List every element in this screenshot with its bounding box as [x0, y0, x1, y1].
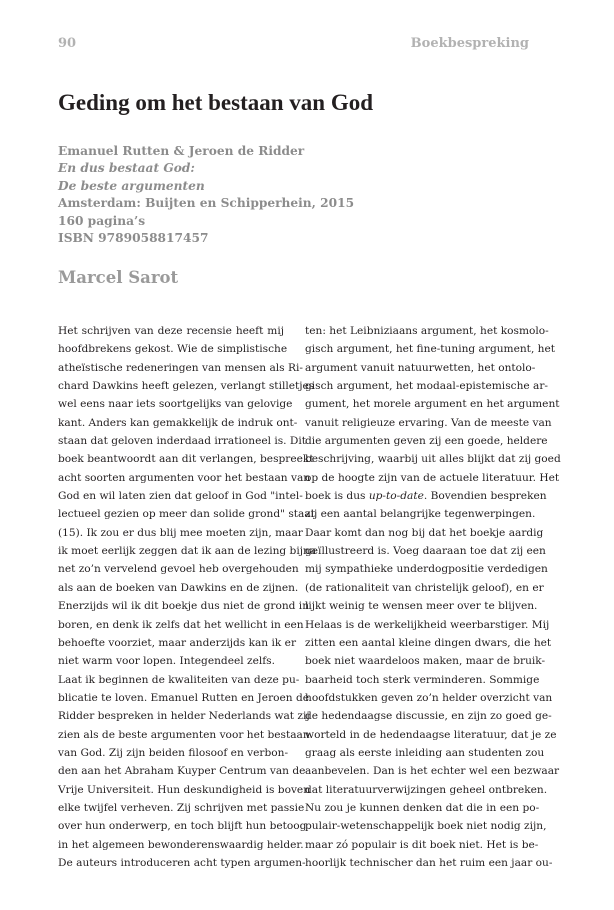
body-line: (de rationaliteit van christelijk geloof), en er	[305, 581, 544, 594]
body-line: staan dat geloven inderdaad irrationeel is. Dit	[58, 435, 307, 448]
body-line: net zo’n vervelend gevoel heb overgehouden	[58, 563, 299, 576]
book-pages: 160 pagina’s	[58, 213, 146, 228]
body-line: gument, het morele argument en het argument	[305, 398, 560, 411]
body-line: Het schrijven van deze recensie heeft mij	[58, 325, 284, 337]
body-line: op de hoogte zijn van de actuele literatuur. Het	[305, 471, 560, 484]
body-line: Vrije Universiteit. Hun deskundigheid is boven	[58, 783, 311, 796]
body-line: beschrijving, waarbij uit alles blijkt dat zij goed	[305, 453, 561, 466]
body-line: die argumenten geven zij een goede, heldere	[305, 435, 548, 448]
body-line: boek beantwoordt aan dit verlangen, bespreekt	[58, 453, 314, 466]
body-line: niet warm voor lopen. Integendeel zelfs.	[58, 655, 275, 668]
book-title-line-1: En dus bestaat God:	[58, 161, 195, 176]
body-line: in het algemeen bewonderenswaardig helder.	[58, 838, 304, 851]
body-line: de hedendaagse discussie, en zijn zo goed ge-	[305, 710, 552, 723]
body-line: argument vanuit natuurwetten, het ontolo-	[305, 361, 536, 374]
body-line: acht soorten argumenten voor het bestaan van	[58, 471, 311, 484]
running-head	[58, 36, 529, 51]
body-line: vanuit religieuze ervaring. Van de meeste van	[305, 416, 552, 429]
body-text: . Bovendien bespreken	[423, 490, 547, 503]
body-line: baarheid toch sterk verminderen. Sommige	[305, 673, 540, 686]
body-line: De auteurs introduceren acht typen argumen-	[58, 856, 306, 869]
article-title: Geding om het bestaan van God	[58, 90, 374, 115]
body-line: aanbevelen. Dan is het echter wel een bezwaar	[305, 765, 560, 778]
body-line: ik moet eerlijk zeggen dat ik aan de lezing bijna	[58, 545, 317, 558]
reviewer-name: Marcel Sarot	[58, 268, 179, 287]
body-line: over hun onderwerp, en toch blijft hun betoog	[58, 820, 307, 833]
body-line: pulair-wetenschappelijk boek niet nodig zijn,	[305, 820, 547, 833]
body-line: als aan de boeken van Dawkins en de zijnen.	[58, 581, 299, 594]
body-line: gisch argument, het fine-tuning argument, het	[305, 343, 556, 356]
body-line: graag als eerste inleiding aan studenten zou	[305, 746, 545, 759]
body-text: boek is dus	[305, 490, 369, 503]
body-line: chard Dawkins heeft gelezen, verlangt stilletjes	[58, 380, 315, 393]
body-line: hoofdstukken geven zo’n helder overzicht van	[305, 691, 553, 704]
body-line: God en wil laten zien dat geloof in God "intel-	[58, 490, 303, 503]
book-publisher: Amsterdam: Buijten en Schipperhein, 2015	[58, 196, 355, 211]
section-title: Boekbespreking	[410, 36, 529, 51]
body-line: lectueel gezien op meer dan solide grond" staat	[58, 508, 315, 521]
body-line: lijkt weinig te wensen meer over te blijven.	[305, 600, 538, 613]
body-line: mij sympathieke underdogpositie verdedigen	[305, 563, 548, 576]
body-line: worteld in de hedendaagse literatuur, dat je ze	[305, 728, 557, 741]
body-line: maar zó populair is dit boek niet. Het is be-	[305, 838, 539, 851]
page-number: 90	[58, 36, 77, 51]
body-line: Ridder bespreken in helder Nederlands wat zij	[58, 710, 310, 723]
body-line: Laat ik beginnen de kwaliteiten van deze pu-	[58, 673, 300, 686]
body-line: geïllustreerd is. Voeg daaraan toe dat zij een	[305, 545, 546, 558]
book-isbn: ISBN 9789058817457	[58, 231, 209, 246]
body-line: hoofdbrekens gekost. Wie de simplistische	[58, 343, 288, 356]
body-line: Nu zou je kunnen denken dat die in een po-	[305, 801, 540, 814]
body-line: (15). Ik zou er dus blij mee moeten zijn, maar	[58, 526, 303, 539]
body-line: kant. Anders kan gemakkelijk de indruk ont-	[58, 416, 298, 429]
body-line: behoefte voorziet, maar anderzijds kan ik er	[58, 636, 297, 649]
body-line: van God. Zij zijn beiden filosoof en verbon-	[58, 746, 289, 759]
body-line: wel eens naar iets soortgelijks van gelovige	[58, 398, 293, 411]
book-authors: Emanuel Rutten & Jeroen de Ridder	[58, 144, 305, 158]
bibliographic-info	[58, 143, 354, 247]
body-line: ten: het Leibniziaans argument, het kosmolo-	[305, 325, 549, 337]
body-line: Helaas is de werkelijkheid weerbarstiger. Mij	[305, 618, 550, 631]
body-line: atheïstische redeneringen van mensen als Ri-	[58, 361, 303, 374]
body-line: gisch argument, het modaal-epistemische ar-	[305, 380, 548, 393]
body-line: boek niet waardeloos maken, maar de bruik-	[305, 655, 546, 668]
body-line: Enerzijds wil ik dit boekje dus niet de grond in	[58, 600, 310, 613]
body-line: boren, en denk ik zelfs dat het wellicht in een	[58, 618, 304, 631]
body-column-left	[58, 322, 317, 872]
emphasis-up-to-date: up-to-date	[368, 490, 424, 503]
body-line: Daar komt dan nog bij dat het boekje aardig	[305, 526, 544, 539]
book-title-line-2: De beste argumenten	[58, 178, 205, 193]
body-line: zien als de beste argumenten voor het bestaan	[58, 728, 310, 741]
body-line: den aan het Abraham Kuyper Centrum van de	[58, 765, 306, 778]
body-line	[305, 487, 547, 505]
body-line: elke twijfel verheven. Zij schrijven met passie	[58, 801, 305, 814]
body-line: zitten een aantal kleine dingen dwars, die het	[305, 636, 552, 649]
body-column-right	[305, 322, 561, 872]
body-line: hoorlijk technischer dan het ruim een jaar ou-	[305, 856, 553, 869]
body-line: blicatie te loven. Emanuel Rutten en Jeroen de	[58, 691, 310, 704]
body-line: dat literatuurverwijzingen geheel ontbreken.	[305, 783, 548, 796]
body-line: zij een aantal belangrijke tegenwerpingen.	[305, 508, 536, 521]
